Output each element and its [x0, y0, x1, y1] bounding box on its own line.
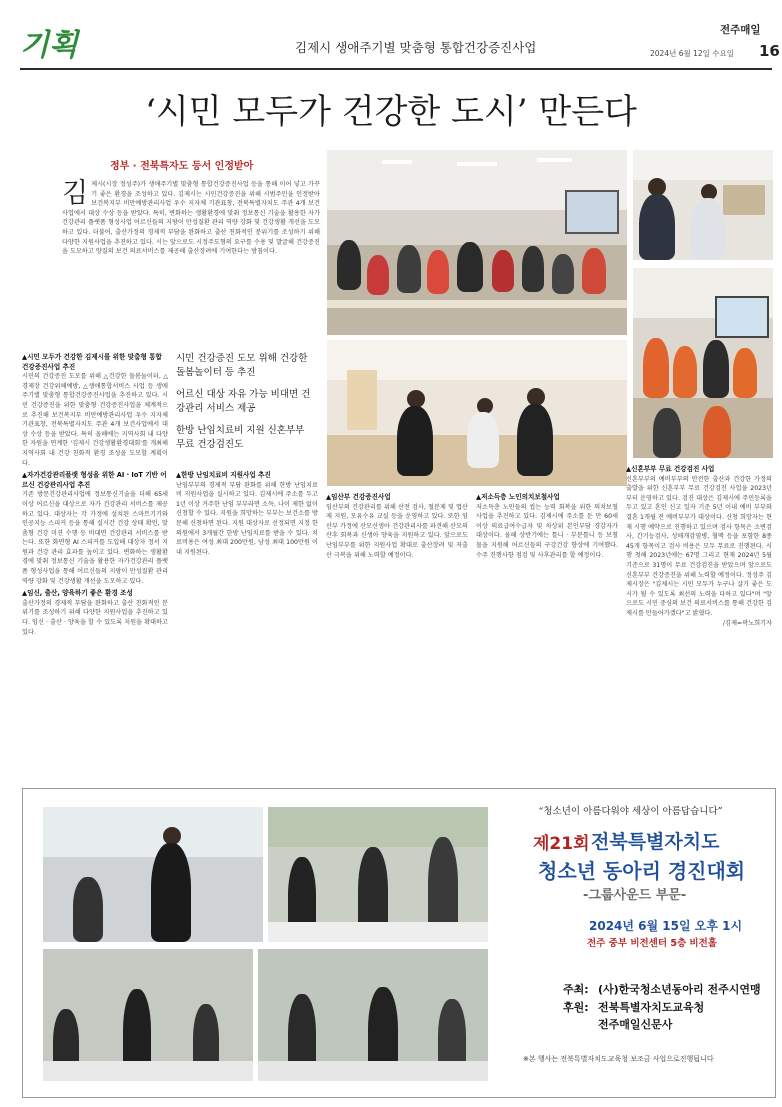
section-7-title: ▲신혼부부 무료 건강검진 사업	[626, 465, 715, 473]
section-4-body: 난임부부의 경제적 부담 완화를 위해 한방 난임치료비 지원사업을 실시하고 있다. 김제시에 주소를 두고 1년 이상 거주한 난임 부부라면 소득, 나이 제한 없이 신청할 수 있다. 지원을 희망하는 부부는 보건소를 방문해 신청하면 된다. 지원 대상자로 선정되면 지정 한의원에서 3개월간 한방 난임치료를 받을 수 있다. 치료비용은 여성 최대 200만원, 남성 최대 100만원 이내 지원된다.	[176, 481, 318, 556]
classroom-photo	[633, 268, 773, 458]
band-photo-1	[43, 807, 263, 942]
ad-sponsor-1: 전북특별자치도교육청	[598, 1001, 705, 1014]
section-tag: 기획	[20, 28, 78, 63]
section-7-body: 신혼부부의 예비부부의 안전한 출산과 건강한 가정의 출발을 위한 신혼부부 무료 건강검진 사업을 2023년부터 운영하고 있다. 검진 대상은 김제시에 주민등록을 두고 있고 혼인 신고 일자 기준 5년 이내 예비 부부와 결혼 1개월 전 예비부부가 대상이다. 신청 희망자는 현재 시행 예약으로 진행하고 있으며 검사 항목은 소변검사, 간기능검사, 성매개감염병, 혈액 등을 포함한 8종 45개 항목이고 검사 비용은 모두 무료로 진행된다. 시행 첫해 2023년에는 67명 그리고 현재 2024년 5월 기준으로 31명이 무료 건강검진을 받았으며 앞으로도 신혼부부 건강증진을 위해 노력할 예정이다. 정성주 김제시장은 "김제시는 시민 모두가 누구나 살기 좋은 도시가 될 수 있도록 최선의 노력을 다하고 있다"며 "앞으로도 시민 중심의 보건 의료서비스를 통해 건강한 김제시를 만들어가겠다"고 밝혔다.	[626, 475, 772, 617]
dropcap: 김	[62, 178, 89, 209]
issue-date: 2024년 6월 12일 수요일	[650, 49, 735, 58]
header-rule	[20, 68, 772, 70]
pullquote-block	[176, 352, 316, 452]
section-3-body: 출산가정의 경제적 부담을 완화하고 출산 친화적인 분위기를 조성하기 위해 다양한 지원사업을 추진하고 있다. 임신 · 출산 · 양육을 할 수 있도록 지원을 확대하고 있다.	[22, 599, 168, 636]
pullquote-3: 한방 난임치료비 지원 신혼부부 무료 건강검진도	[176, 425, 305, 450]
instruction-photo	[633, 150, 773, 260]
advertisement	[22, 788, 776, 1098]
paper-name: 전주매일	[720, 24, 761, 36]
ad-quote: “청소년이 아름다워야 세상이 아름답습니다”	[538, 806, 723, 817]
ad-title-line2: 청소년 동아리 경진대회	[538, 859, 746, 883]
section-1-body: 시민의 건강증진 도모를 위해 △건강한 돌봄놀이터, △경제장 건강위해예방, △생애통합서비스 사업 등 생애주기별 맞춤형 통합건강증진사업을 추진하고 있다. 시민 건강증진을 위한 맞춤형 건강증진사업을 체계적으로 추진해 보건복지부 비만예방관리사업 우수 지자체 기관표창, 전북특별자치도 주관 4개 보건사업에서 대상 수상 등을 받았다. 특히 올해에는 지역사회 내 다양한 자원을 연계한 '김제시 건강생활환경대회'를 개최해 지역사회 내 건강 친화적 환경 조성을 도모할 계획이다.	[22, 373, 168, 467]
lead-text: 제시(시장 정성주)가 생애주기별 맞춤형 통합건강증진사업 등을 통해 이어 넣고 가꾸기 좋은 환경을 조성하고 있다. 김제시는 시민건강증진을 위해 시범주민을 인정받아 보건복지부 비만예방관리사업 우수 지자체 기관표창, 전북특별자치도 주관 4개 보건사업에서 대상 수상 등을 받았다. 특히, 변화하는 생활환경에 맞춰 정보통신 기술을 활용한 자가건강관리 플랫폼 형성사업 어르신들의 지팡이 만성질환 관리 역량 강화 및 건강생활 개선을 도모하고 있다. 더불어, 출산가정의 경제적 부담을 완화하고 출산 친화적인 분위기를 조성하기 위해 다양한 지원사업을 추진하고 있다. 시는 앞으로도 시정주도형의 요구를 수용 및 발굴해 건강증진을 도모하고 양질의 보건 의료서비스를 제공해 출산장려에 기여한다는 방침이다.	[62, 181, 320, 256]
band-photo-3	[43, 949, 253, 1081]
ad-category: -그룹사운드 부문-	[583, 888, 687, 903]
section-2-title: ▲자가건강관리플랫 형성을 위한 AI · IoT 기반 어르신 건강관리사업 추진	[22, 471, 167, 489]
column-5	[626, 462, 772, 628]
band-photo-4	[258, 949, 488, 1081]
section-headline: 김제시 생애주기별 맞춤형 통합건강증진사업	[295, 40, 537, 55]
section-5-body: 임산부의 건강관리를 위해 산전 검사, 철분제 및 엽산제 지원, 모유수유 교실 등을 운영하고 있다. 또한 임산부 가정에 산모신생아 건강관리사를 파견해 산모의 산후 회복과 신생아 양육을 지원하고 있다. 앞으로도 난임부부를 위한 지원사업 확대로 출산장려 및 저출산 극복을 위해 노력할 예정이다.	[326, 503, 468, 559]
section-1-title: ▲시민 모두가 건강한 김제시를 위한 맞춤형 통합건강증진사업 추진	[22, 353, 162, 371]
section-3-title: ▲임신, 출산, 양육하기 좋은 환경 조성	[22, 589, 133, 598]
article-lead	[62, 180, 320, 257]
ad-edition: 제21회	[533, 834, 590, 854]
band-photo-2	[268, 807, 488, 942]
column-3	[326, 490, 468, 560]
seminar-hall-photo	[327, 150, 627, 335]
section-2-body: 기존 방문건강관리사업에 정보통신기술을 더해 65세 이상 어르신을 대상으로 자가 건강관리 서비스를 제공하고 있다. 대상자는 각 가정에 설치된 스마트기기와 인공지능 스피커 등을 통해 실시간 건강 상태 확인, 맞춤형 건강 미션 수행 등 비대면 건강관리 서비스를 받는다. 또한 화면형 AI 스피커를 도입해 대상자 정서 지원과 건강 관리 효과를 높이고 있다. 변화하는 생활환경에 맞춰 정보통신 기술을 활용한 자가건강관리 플랫폼 형성사업을 통해 어르신들의 지팡이 만성질환 관리 역량 강화 및 건강생활 개선을 도모하고 있다.	[22, 491, 168, 585]
ad-title-line1: 전북특별자치도	[591, 831, 720, 853]
column-2	[176, 468, 318, 557]
ad-sponsor-2: 전주매일신문사	[598, 1018, 673, 1031]
consultation-photo	[327, 340, 627, 486]
section-4-title: ▲한방 난임치료비 지원사업 추진	[176, 471, 271, 479]
section-6-body: 저소득층 노인들의 씹는 능력 회복을 위한 의치보철사업을 추진하고 있다. 김제시에 주소를 둔 만 60세 이상 의료급여수급자 및 차상위 본인부담 경감자가 대상이다. 올해 상반기에는 틀니 · 부분틀니 등 보철물을 지원해 어르신들의 구강건강 향상에 기여했다. 수주 진행사항 점검 및 사후관리를 할 예정이다.	[476, 503, 618, 559]
column-4	[476, 490, 618, 560]
article-kicker: 정부 · 전북특자도 등서 인정받아	[110, 161, 254, 172]
ad-host-label: 주최:	[563, 983, 589, 996]
ad-sponsor-label: 후원:	[563, 1001, 589, 1014]
article-title: ‘시민 모두가 건강한 도시’ 만든다	[145, 92, 637, 132]
page-number: 16	[759, 42, 780, 60]
ad-venue: 전주 중부 비전센터 5층 비전홀	[587, 938, 717, 949]
ad-host: (사)한국청소년동아리 전주시연맹	[598, 983, 761, 996]
ad-footnote: ※본 행사는 전북특별자치도교육청 보조금 사업으로진행됩니다	[523, 1055, 714, 1063]
left-column	[22, 350, 168, 637]
pullquote-1: 시민 건강증진 도모 위해 건강한 돌봄놀이터 등 추진	[176, 353, 308, 378]
pullquote-2: 어르신 대상 자유 가능 비대면 건강관리 서비스 제공	[176, 389, 311, 414]
ad-datetime: 2024년 6월 15일 오후 1시	[589, 919, 743, 933]
section-5-title: ▲임산부 건강증진사업	[326, 493, 391, 501]
byline: /김제=곽노희기자	[722, 619, 772, 627]
section-6-title: ▲저소득층 노인의치보철사업	[476, 493, 560, 501]
